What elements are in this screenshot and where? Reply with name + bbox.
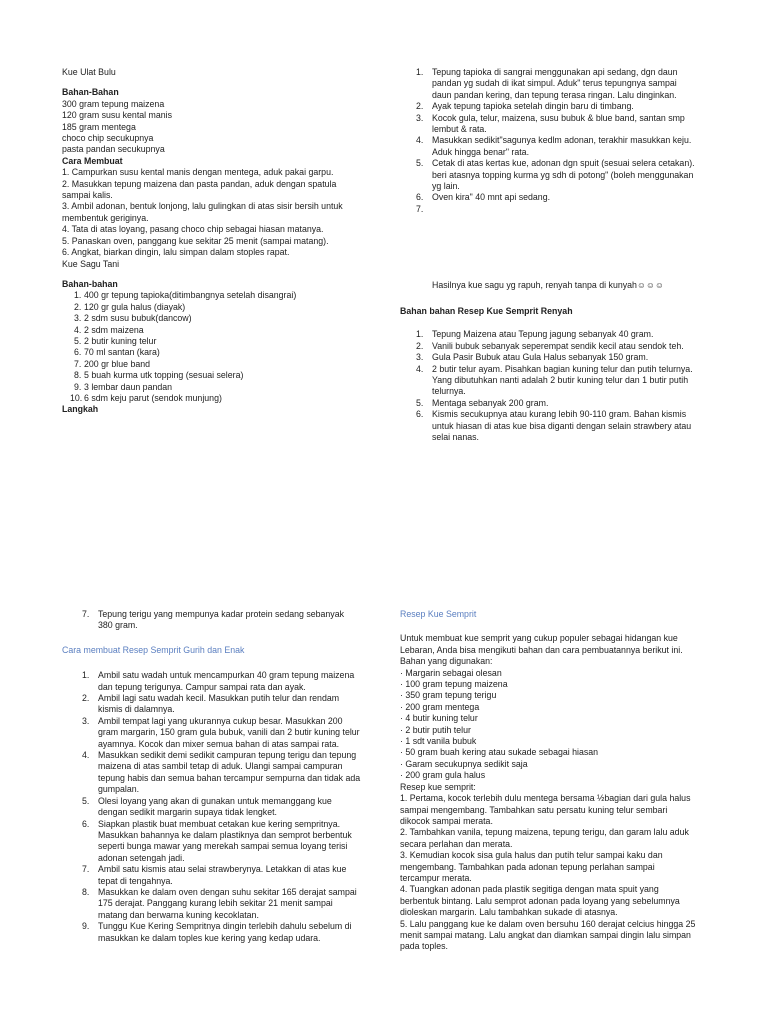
step-line: membentuk geriginya. xyxy=(62,212,149,223)
list-item: 1. Tepung tapioka di sangrai menggunakan api sedang, dgn daun pandan yg sudah di ikat simpul. Aduk" terus tepungnya sampai daun pandan kering, dan tepung terasa ringan. Lalu dinginkan. xyxy=(416,67,678,100)
list-item: 6. Oven kira" 40 mnt api sedang. xyxy=(416,192,551,203)
gurih-section xyxy=(62,609,382,944)
ingredient-line: pasta pandan secukupnya xyxy=(62,144,165,155)
ingredient-line: · 2 butir putih telur xyxy=(400,724,471,735)
list-item: 5. Mentaga sebanyak 200 gram. xyxy=(416,397,549,408)
list-item: 3. 2 sdm susu bubuk(dancow) xyxy=(74,313,192,324)
list-item: 7. Ambil satu kismis atau selai strawberynya. Letakkan di atas kue tepat di tengahnya. xyxy=(82,864,347,886)
ingredient-line: choco chip secukupnya xyxy=(62,133,154,144)
step-line: 4. Tata di atas loyang, pasang choco chip sebagai hiasan matanya. xyxy=(62,224,324,235)
step-line: 5. Panaskan oven, panggang kue sekitar 25 menit (sampai matang). xyxy=(62,235,329,246)
ingredient-line: 300 gram tepung maizena xyxy=(62,98,165,109)
step-line: dioleskan margarin. Lalu tambahkan sukade di atasnya. xyxy=(400,907,618,918)
list-item: 1. 400 gr tepung tapioka(ditimbangnya setelah disangrai) xyxy=(74,290,297,301)
ingredient-line: 185 gram mentega xyxy=(62,121,136,132)
step-line: 6. Angkat, biarkan dingin, lalu simpan dalam stoples rapat. xyxy=(62,247,290,258)
intro-line: Bahan yang digunakan: xyxy=(400,656,493,667)
step-line: 3. Kemudian kocok sisa gula halus dan putih telur sampai kaku dan xyxy=(400,850,663,861)
intro-line: Lebaran, Anda bisa mengikuti bahan dan cara pembuatannya berikut ini. xyxy=(400,644,683,655)
list-item: 9. 3 lembar daun pandan xyxy=(74,381,173,392)
list-item: 2. Ambil lagi satu wadah kecil. Masukkan putih telur dan rendam kismis di dalamnya. xyxy=(82,693,340,715)
ingredient-list xyxy=(62,290,382,404)
step-line: 5. Lalu panggang kue ke dalam oven bersuhu 160 derajat celcius hingga 25 xyxy=(400,918,696,929)
list-item: 9. Tunggu Kue Kering Sempritnya dingin terlebih dahulu sebelum di masukkan ke dalam toples kue kering yang kedap udara. xyxy=(82,921,352,943)
list-item: 4. 2 sdm maizena xyxy=(74,324,144,335)
step-line: 2. Masukkan tepung maizena dan pasta pandan, aduk dengan spatula xyxy=(62,178,337,189)
step-line: pada toples. xyxy=(400,941,448,952)
step-line: berbentuk bintang. Lalu semprot adonan pada loyang yang sebelumnya xyxy=(400,895,680,906)
recipe-title: Kue Sagu Tani xyxy=(62,258,120,269)
list-item: 6. Siapkan plastik buat membuat cetakan kue kering sempritnya. Masukkan bahannya ke dalam plastiknya dan semprot berbentuk seperti bunga mawar yang merekah sampai semua loyang terisi adonan setengah jadi. xyxy=(82,818,352,863)
list-item: 8. 5 buah kurma utk topping (sesuai selera) xyxy=(74,370,244,381)
recipe-title: Kue Ulat Bulu xyxy=(62,67,116,77)
section-heading: Langkah xyxy=(62,404,99,415)
steps-list xyxy=(400,67,700,215)
section-heading: Cara membuat Resep Semprit Gurih dan Enak xyxy=(62,644,245,655)
step-line: menit sampai matang. Lalu angkat dan diamkan sampai dingin lalu simpan xyxy=(400,929,691,940)
list-item: 5. Cetak di atas kertas kue, adonan dgn spuit (sesuai selera cetakan). beri atasnya topping kurma yg sdh di potong" (boleh menggunakan yg lain. xyxy=(416,158,695,192)
step-line: mengembang. Tambahkan pada adonan tepung perlahan sampai xyxy=(400,861,655,872)
list-item: 6. 70 ml santan (kara) xyxy=(74,347,160,358)
ingredient-line: · 350 gram tepung terigu xyxy=(400,690,497,701)
hasil-text: Hasilnya kue sagu yg rapuh, renyah tanpa di kunyah☺☺☺ xyxy=(432,280,664,290)
list-item: 5. 2 butir kuning telur xyxy=(74,335,157,346)
list-item: 8. Masukkan ke dalam oven dengan suhu sekitar 165 derajat sampai 175 derajat. Panggang kurang lebih sekitar 21 menit sampai matang dan berwarna kuning kecoklatan. xyxy=(82,886,357,920)
semprit-section xyxy=(400,609,710,953)
list-item: 2. Ayak tepung tapioka setelah dingin baru di timbang. xyxy=(416,101,634,112)
step-line: 1. Campurkan susu kental manis dengan mentega, aduk pakai garpu. xyxy=(62,167,334,178)
ingredient-line: 120 gram susu kental manis xyxy=(62,110,173,121)
step-line: dikocok sampai merata. xyxy=(400,815,493,826)
section-heading: Cara Membuat xyxy=(62,155,123,166)
list-item: 10. 6 sdm keju parut (sendok munjung) xyxy=(70,392,222,403)
ingredient-line: · 100 gram tepung maizena xyxy=(400,679,508,690)
list-item: 7. 200 gr blue band xyxy=(74,358,151,369)
step-line: 1. Pertama, kocok terlebih dulu mentega bersama ½bagian dari gula halus xyxy=(400,793,691,804)
section-heading: Bahan-bahan xyxy=(62,278,118,289)
list-item: 5. Olesi loyang yang akan di gunakan untuk memanggang kue dengan sedikit margarin supaya tidak lengket. xyxy=(82,795,332,818)
list-item: 2. Vanili bubuk sebanyak seperempat sendik kecil atau sendok teh. xyxy=(416,340,684,351)
ingredient-line: · 4 butir kuning telur xyxy=(400,713,478,724)
ingredient-line: · Garam secukupnya sedikit saja xyxy=(400,758,528,769)
list-item: 4. Masukkan sedikit"sagunya kedlm adonan, terakhir masukkan keju. Aduk hingga benar" rata. xyxy=(416,135,692,157)
list-item: 1. Tepung Maizena atau Tepung jagung sebanyak 40 gram. xyxy=(416,329,654,340)
step-line: 4. Tuangkan adonan pada plastik segitiga dengan mata spuit yang xyxy=(400,884,659,895)
list-item: 3. Ambil tempat lagi yang ukurannya cukup besar. Masukkan 200 gram margarin, 150 gram gula bubuk, vanili dan 2 butir kuning telur ayamnya. Kocok dan mixer semua bahan di atas sampai rata. xyxy=(82,715,360,749)
list-item: 3. Gula Pasir Bubuk atau Gula Halus sebanyak 150 gram. xyxy=(416,352,649,363)
step-line: 3. Ambil adonan, bentuk lonjong, lalu gulingkan di atas sisir bersih untuk xyxy=(62,201,343,212)
list-item: 7. Tepung terigu yang mempunya kadar protein sedang sebanyak 380 gram. xyxy=(82,609,344,631)
list-item: 6. Kismis secukupnya atau kurang lebih 90-110 gram. Bahan kismis untuk hiasan di atas kue bisa diganti dengan selain strawbery atau selai nanas. xyxy=(416,409,692,443)
ingredient-line: · 50 gram buah kering atau sukade sebagai hiasan xyxy=(400,747,599,758)
resep-label: Resep kue semprit: xyxy=(400,781,476,792)
list-item: 4. 2 butir telur ayam. Pisahkan bagian kuning telur dan putih telurnya. Yang dibutuhkan nanti adalah 2 butir kuning telur dan 1 butir putih telurnya. xyxy=(416,363,693,397)
ingredient-list xyxy=(400,329,700,443)
section-heading: Resep Kue Semprit xyxy=(400,609,477,619)
ingredient-line: · 1 sdt vanila bubuk xyxy=(400,736,477,747)
step-line: sampai kalis. xyxy=(62,190,113,201)
ingredient-line: · 200 gram gula halus xyxy=(400,770,486,781)
ingredient-line: · Margarin sebagai olesan xyxy=(400,667,502,678)
step-line: secara perlahan dan merata. xyxy=(400,838,513,849)
ulat-bulu-section xyxy=(62,67,382,416)
section-heading: Bahan bahan Resep Kue Semprit Renyah xyxy=(400,306,573,316)
list-item: 3. Kocok gula, telur, maizena, susu bubuk & blue band, santan smp lembut & rata. xyxy=(416,112,685,135)
semprit-renyah-section xyxy=(400,306,700,443)
ingredient-line: · 200 gram mentega xyxy=(400,701,480,712)
step-line: 2. Tambahkan vanila, tepung maizena, tepung terigu, dan garam lalu aduk xyxy=(400,827,689,838)
steps-list xyxy=(62,670,382,944)
section-heading: Bahan-Bahan xyxy=(62,87,119,98)
list-item: 1. Ambil satu wadah untuk mencampurkan 40 gram tepung maizena dan tepung terigunya. Campur sampai rata dan ayak. xyxy=(82,670,355,692)
list-item: 7. xyxy=(416,203,424,214)
langkah-section xyxy=(400,67,700,215)
step-line: sampai mengembang. Tambahkan satu persatu kuning telur sembari xyxy=(400,804,668,815)
step-line: tercampur merata. xyxy=(400,872,472,883)
intro-line: Untuk membuat kue semprit yang cukup populer sebagai hidangan kue xyxy=(400,633,678,644)
list-item: 4. Masukkan sedikit demi sedikit campuran tepung terigu dan tepung maizena di atas sambil tetap di aduk. Ulangi sampai campuran tepung habis dan semua bahan tercampur sempurna dan tidak ada gumpalan. xyxy=(82,750,361,795)
list-item: 2. 120 gr gula halus (diayak) xyxy=(74,301,186,312)
